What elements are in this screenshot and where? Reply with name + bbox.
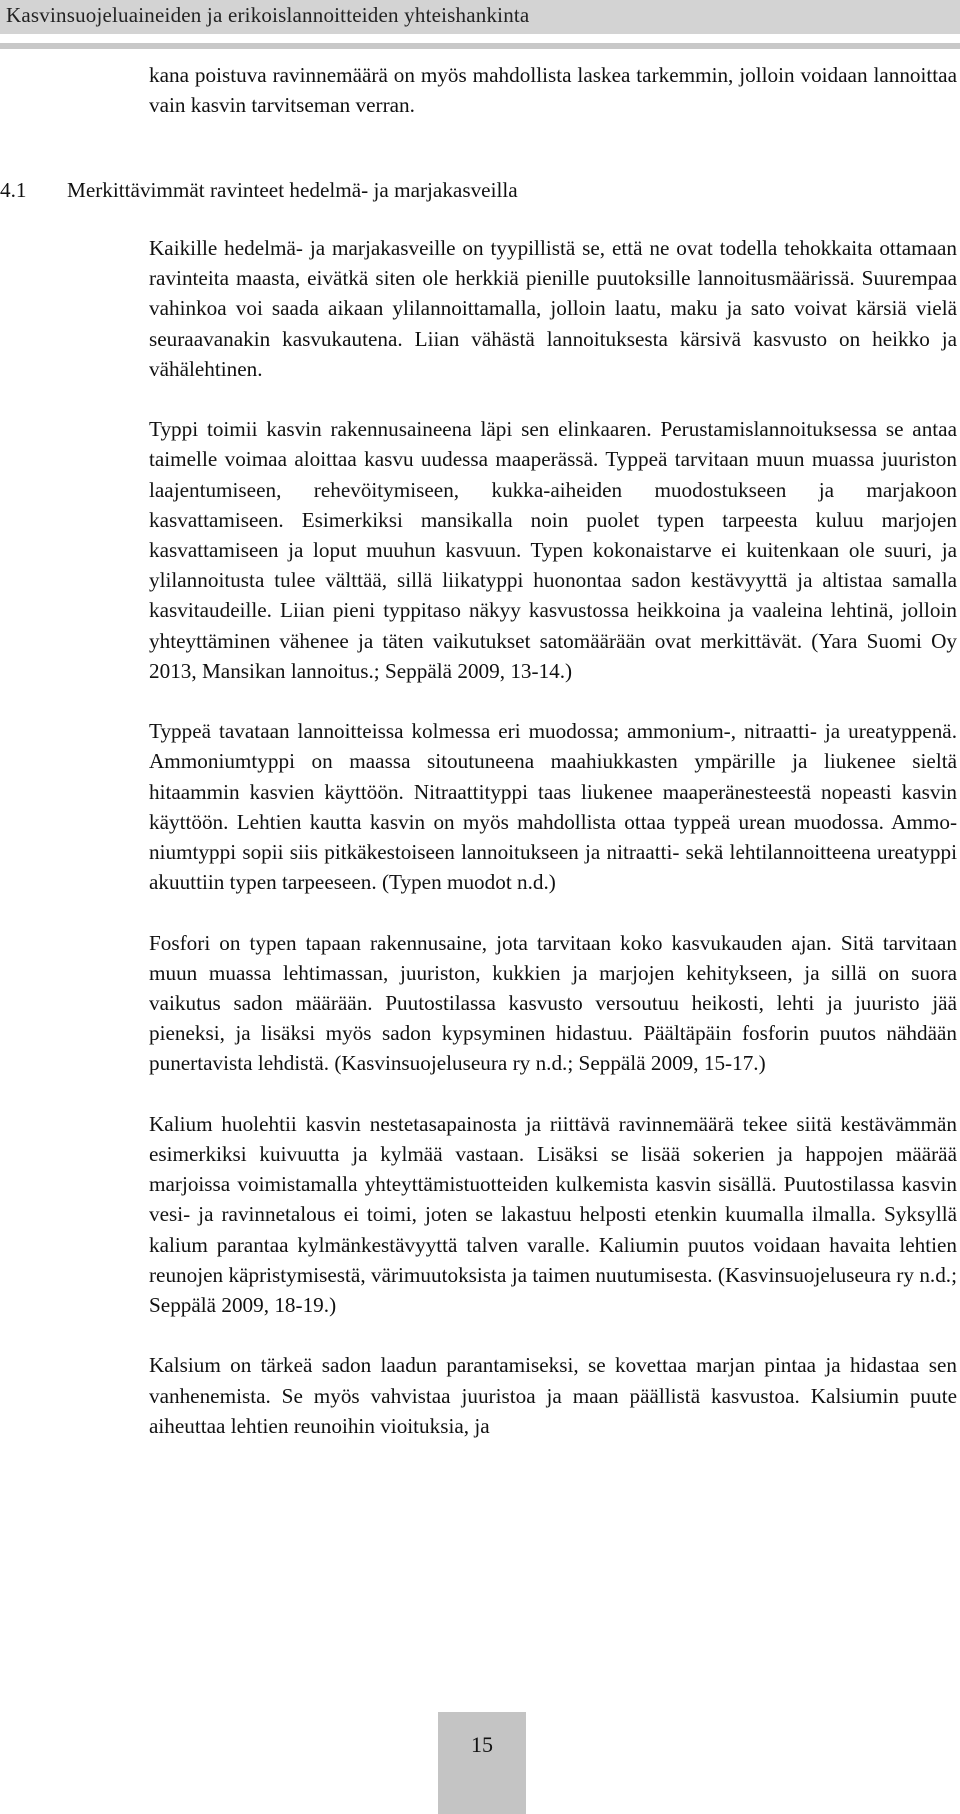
paragraph-nitrogen: Typpi toimii kasvin rakennusaineena läpi sen elinkaaren. Perustamislannoituksessa se antaa taimelle voimaa aloittaa kasvu uudessa maaperässä. Typpeä tarvitaan muun muassa juuriston laajentumiseen, rehevöitymiseen, kukka-aiheiden muodostukseen ja marjakoon kasvattamiseen. Esimerkiksi mansikalla noin puolet typen tarpeesta kuluu marjojen kasvattamiseen ja loput muuhun kasvuun. Typen kokonaistarve ei kuitenkaan ole suuri, ja ylilannoitusta tulee välttää, sillä liikatyppi huonontaa sadon kestävyyttä ja altistaa samalla kasvitaudeille. Liian pieni typpitaso näkyy kasvustossa heikkoina ja vaaleina lehtinä, jolloin yhteyttäminen vähenee ja täten vaikutukset satomäärään ovat merkittävät. (Yara Suomi Oy 2013, Mansikan lannoitus.; Seppälä 2009, 13-14.)	[149, 417, 957, 683]
paragraph-potassium: Kalium huolehtii kasvin nestetasapainosta ja riittävä ravinnemäärä tekee siitä kestävämmän esimerkiksi kuivuutta ja kylmää vastaan. Lisäksi se lisää sokerien ja happojen määrää marjoissa voimistamalla yhteyttämistuotteiden kulkemista kasvin sisällä. Puutostilassa kasvin vesi- ja ravinnetalous ei toimi, joten se lakastuu helposti etenkin kuumalla ilmalla. Syksyllä kalium parantaa kylmänkestävyyttä talven varalle. Kaliumin puutos voidaan havaita lehtien reunojen käpristymisestä, värimuutoksista ja taimen nuutumisesta. (Kasvinsuojeluseura ry n.d.; Seppälä 2009, 18-19.)	[149, 1111, 957, 1318]
running-header-title: Kasvinsuojeluaineiden ja erikoislannoitteiden yhteishankinta	[6, 3, 530, 27]
page-number: 15	[471, 1732, 493, 1757]
paragraph-nitrogen-forms: Typpeä tavataan lannoitteissa kolmessa eri muodossa; ammonium-, nitraatti- ja ureatyppenä. Ammoniumtyppi on maassa sitoutuneena maahiukkasten ympärille ja liukenee sieltä hitaammin kasvien käyttöön. Nitraattityppi taas liukenee maaperänesteestä nopeasti kasvin käyttöön. Lehtien kautta kasvin on myös mahdollista ottaa typpeä urean muodossa. Ammoniumtyppi sopii siis pitkäkestoiseen lannoitukseen ja nitraatti- sekä lehtilannoitteena ureatyppi akuuttiin typen tarpeeseen. (Typen muodot n.d.)	[149, 719, 957, 895]
section-number: 4.1	[0, 178, 27, 202]
paragraph-phosphorus: Fosfori on typen tapaan rakennusaine, jota tarvitaan koko kasvukauden ajan. Sitä tarvitaan muun muassa lehtimassan, juuriston, kukkien ja marjojen kehitykseen, ja sillä on suora vaikutus sadon määrään. Puutostilassa kasvusto versoutuu heikosti, lehti ja juuristo jää pieneksi, ja lisäksi myös sadon kypsyminen hidastuu. Päältäpäin fosforin puutos nähdään punertavista lehdistä. (Kasvinsuojeluseura ry n.d.; Seppälä 2009, 15-17.)	[149, 930, 957, 1076]
header-divider	[0, 43, 960, 49]
paragraph-calcium: Kalsium on tärkeä sadon laadun parantamiseksi, se kovettaa marjan pintaa ja hidastaa sen vanhenemista. Se myös vahvistaa juuristoa ja maan päällistä kasvustoa. Kalsiumin puute aiheuttaa lehtien reunoihin vioituksia, ja	[149, 1353, 957, 1438]
paragraph-overview: Kaikille hedelmä- ja marjakasveille on tyypillistä se, että ne ovat todella tehokkaita ottamaan ravinteita maasta, eivätkä siten ole herkkiä pienille puutoksille lannoitusmäärissä. Suurempaa vahinkoa voi saada aikaan ylilannoittamalla, jolloin laatu, maku ja sato voivat kärsiä vielä seuraavanakin kasvukautena. Liian vähästä lannoituksesta kärsivä kasvusto on heikko ja vähälehtinen.	[149, 236, 957, 381]
intro-block	[149, 60, 957, 120]
intro-paragraph: kana poistuva ravinnemäärä on myös mahdollista laskea tarkemmin, jolloin voidaan lannoittaa vain kasvin tarvitseman verran.	[149, 63, 957, 118]
running-header	[0, 0, 960, 34]
page-number-box	[438, 1712, 526, 1814]
body-text	[149, 233, 957, 1441]
section-title: Merkittävimmät ravinteet hedelmä- ja marjakasveilla	[67, 178, 518, 202]
